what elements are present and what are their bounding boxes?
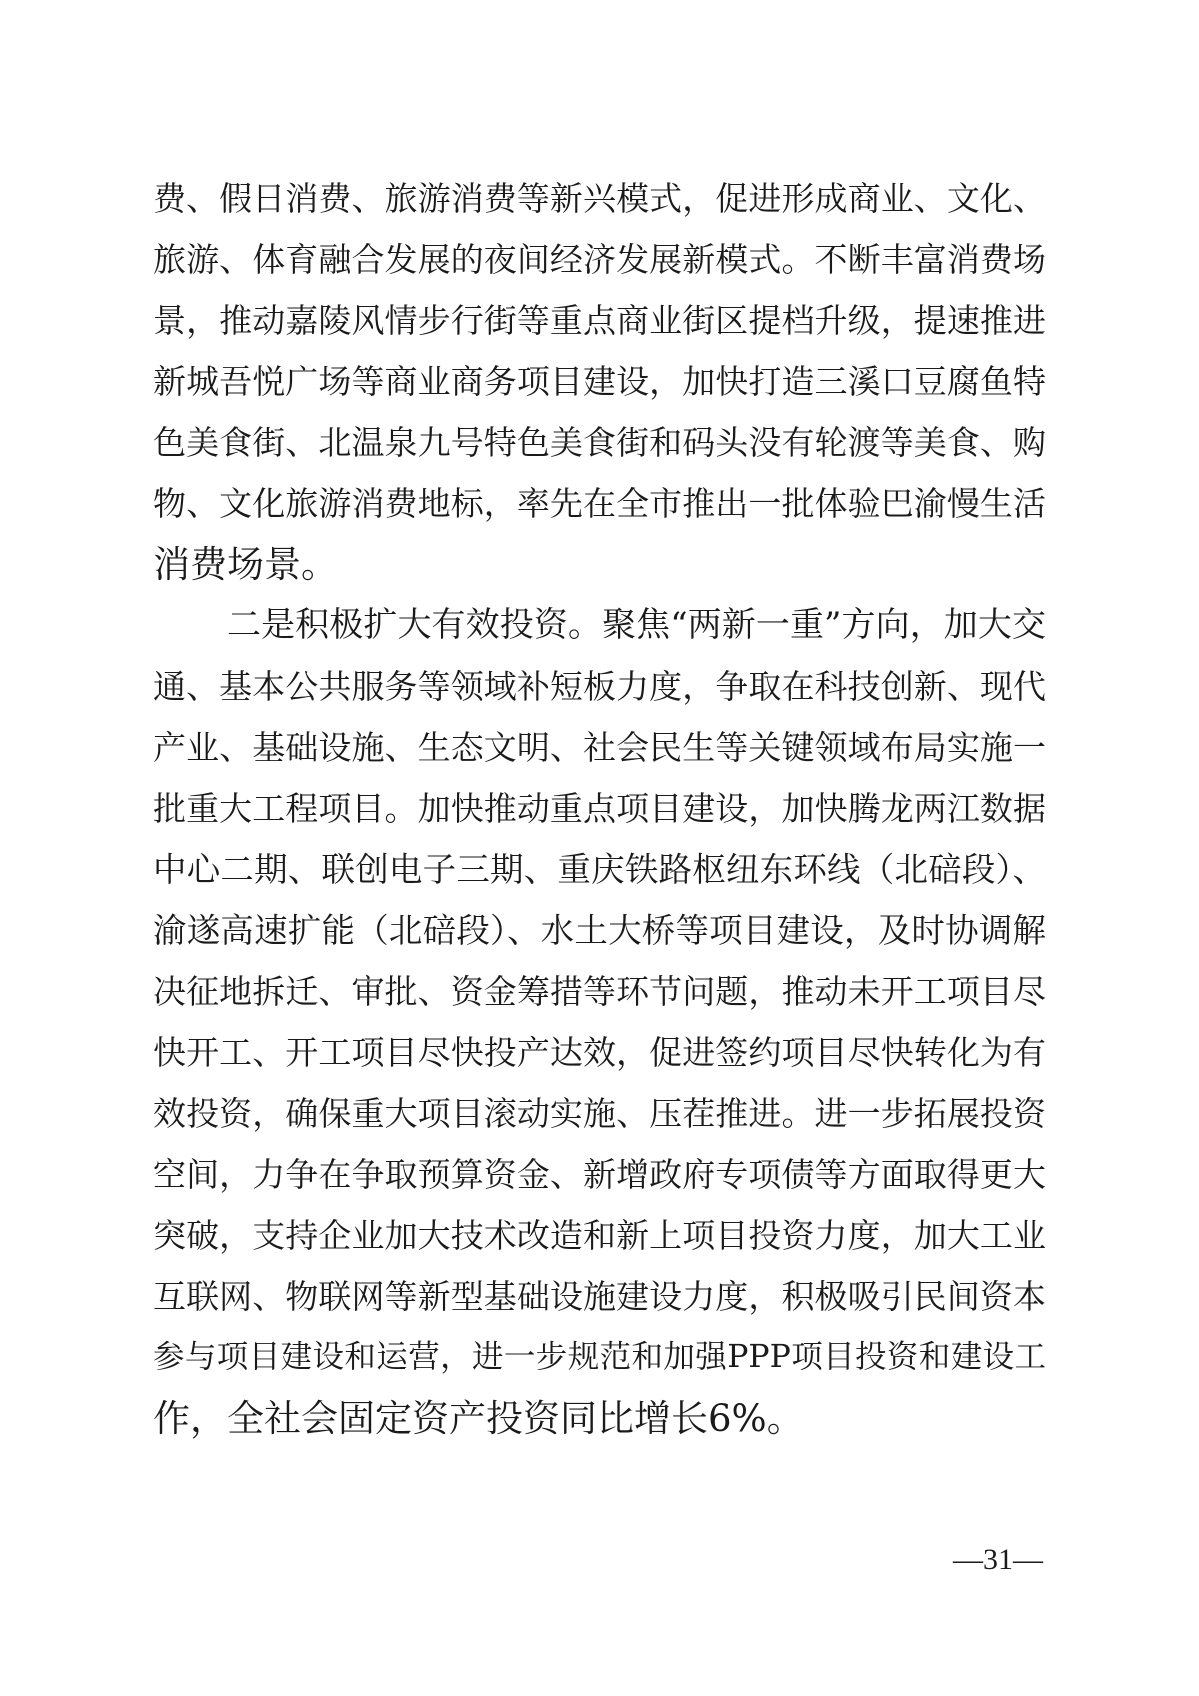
text-line: 消费场景。 <box>153 543 338 586</box>
text-line: 二是积极扩大有效投资。聚焦“两新一重”方向，加大交 <box>227 605 1046 645</box>
text-line: 费、假日消费、旅游消费等新兴模式，促进形成商业、文化、 <box>153 179 1046 218</box>
paragraph-consumption <box>153 168 1046 595</box>
body-text <box>153 168 1046 1449</box>
text-line: 效投资，确保重大项目滚动实施、压茬推进。进一步拓展投资 <box>153 1094 1046 1133</box>
text-line: 产业、基础设施、生态文明、社会民生等关键领域布局实施一 <box>153 728 1046 767</box>
text-line: 作，全社会固定资产投资同比增长6%。 <box>153 1397 804 1440</box>
text-line: 新城吾悦广场等商业商务项目建设，加快打造三溪口豆腐鱼特 <box>153 362 1046 401</box>
page-number: —31— <box>953 1543 1043 1576</box>
text-line: 渝遂高速扩能（北碚段）、水土大桥等项目建设，及时协调解 <box>153 911 1046 950</box>
text-line: 通、基本公共服务等领域补短板力度，争取在科技创新、现代 <box>153 667 1046 706</box>
text-line: 旅游、体育融合发展的夜间经济发展新模式。不断丰富消费场 <box>153 240 1046 279</box>
text-line: 色美食街、北温泉九号特色美食街和码头没有轮渡等美食、购 <box>153 423 1046 462</box>
text-line: 决征地拆迁、审批、资金筹措等环节问题，推动未开工项目尽 <box>153 972 1046 1011</box>
text-line: 参与项目建设和运营，进一步规范和加强PPP项目投资和建设工 <box>153 1339 1046 1375</box>
text-line: 互联网、物联网等新型基础设施建设力度，积极吸引民间资本 <box>153 1277 1046 1316</box>
text-line: 突破，支持企业加大技术改造和新上项目投资力度，加大工业 <box>153 1216 1046 1255</box>
paragraph-investment <box>153 595 1046 1449</box>
text-line: 物、文化旅游消费地标，率先在全市推出一批体验巴渝慢生活 <box>153 484 1046 523</box>
text-line: 景，推动嘉陵风情步行街等重点商业街区提档升级，提速推进 <box>153 301 1046 340</box>
text-line: 快开工、开工项目尽快投产达效，促进签约项目尽快转化为有 <box>153 1033 1046 1072</box>
text-line: 中心二期、联创电子三期、重庆铁路枢纽东环线（北碚段）、 <box>153 850 1046 889</box>
text-line: 批重大工程项目。加快推动重点项目建设，加快腾龙两江数据 <box>153 789 1046 828</box>
text-line: 空间，力争在争取预算资金、新增政府专项债等方面取得更大 <box>153 1155 1046 1194</box>
